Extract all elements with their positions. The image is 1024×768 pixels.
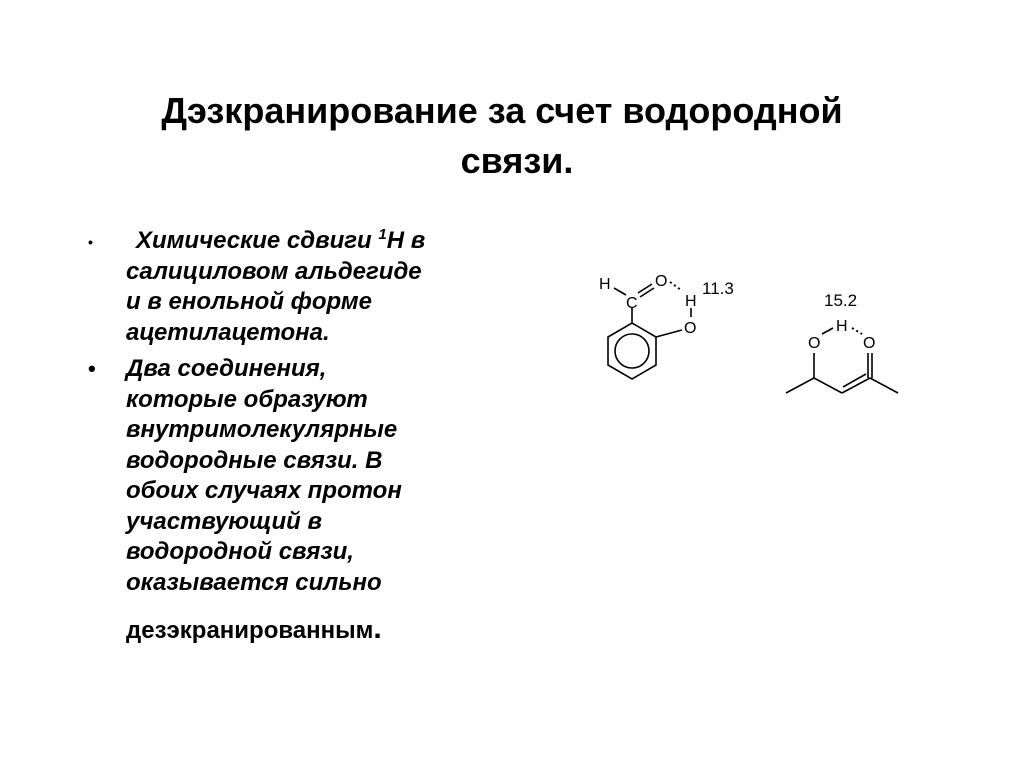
atom-h-aldehyde: H bbox=[599, 276, 611, 293]
shift-value-salicylaldehyde: 11.3 bbox=[702, 279, 734, 298]
title-line-2: связи. bbox=[460, 140, 574, 181]
bullet-list bbox=[80, 226, 500, 651]
bond-c-c-left bbox=[814, 378, 842, 393]
atom-h-enol: H bbox=[836, 318, 848, 335]
title-line-1: Дэзкранирование за счет водородной bbox=[161, 90, 843, 131]
bond-ring-o bbox=[656, 330, 682, 337]
h-bond-dots bbox=[670, 282, 681, 290]
bullet-text: которые образуют bbox=[126, 385, 368, 413]
atom-o-hydroxyl: O bbox=[684, 320, 697, 337]
atom-o-carbonyl: O bbox=[655, 273, 668, 290]
bond-c-c-double-2 bbox=[843, 374, 866, 387]
hydrogen-bond-structures bbox=[570, 250, 930, 410]
bond-h-c bbox=[614, 288, 626, 295]
bullet-text bbox=[126, 598, 382, 647]
superscript-1: 1 bbox=[378, 226, 387, 243]
salicylaldehyde-structure bbox=[608, 282, 691, 379]
acetylacetone-enol-structure bbox=[786, 328, 898, 393]
bullet-text: обоих случаях протон bbox=[126, 477, 402, 504]
atom-o-left: O bbox=[808, 335, 821, 352]
bullet-text: салициловом альдегиде bbox=[126, 257, 422, 285]
bond-o-h-enol bbox=[822, 328, 833, 334]
bullet-text: участвующий в bbox=[126, 507, 322, 535]
atom-c-aldehyde: C bbox=[626, 295, 638, 312]
slide-title bbox=[0, 86, 1024, 186]
bullet-text: и в енольной форме bbox=[126, 288, 372, 315]
bond-c-o-2 bbox=[640, 288, 654, 297]
bullet-marker: • bbox=[88, 356, 96, 381]
atom-h-bond: H bbox=[685, 293, 697, 310]
bullet-text: водородные связи. В bbox=[126, 446, 383, 474]
aromatic-circle bbox=[615, 334, 649, 368]
bullet-item-two-compounds bbox=[80, 354, 500, 647]
period: . bbox=[373, 612, 382, 645]
shift-value-acetylacetone: 15.2 bbox=[824, 291, 858, 310]
bullet-text: Химические сдвиги bbox=[136, 227, 379, 254]
bullet-item-chemical-shifts bbox=[80, 226, 500, 348]
h-bond-dots-enol bbox=[852, 328, 862, 334]
bond-c-o-1 bbox=[638, 284, 652, 293]
bullet-text: ацетилацетона. bbox=[126, 318, 330, 346]
bullet-text: водородной связи, bbox=[126, 538, 354, 565]
bullet-text: внутримолекулярные bbox=[126, 416, 398, 443]
bullet-text-last: дезэкранированным bbox=[126, 617, 374, 644]
bullet-text: оказывается сильно bbox=[126, 568, 382, 596]
atom-o-right: O bbox=[863, 335, 876, 352]
bullet-marker: • bbox=[88, 234, 93, 250]
bond-methyl-left bbox=[786, 378, 814, 393]
bond-methyl-right bbox=[870, 378, 898, 393]
bullet-text: H в bbox=[386, 227, 426, 254]
bullet-text: Два соединения, bbox=[126, 355, 327, 382]
